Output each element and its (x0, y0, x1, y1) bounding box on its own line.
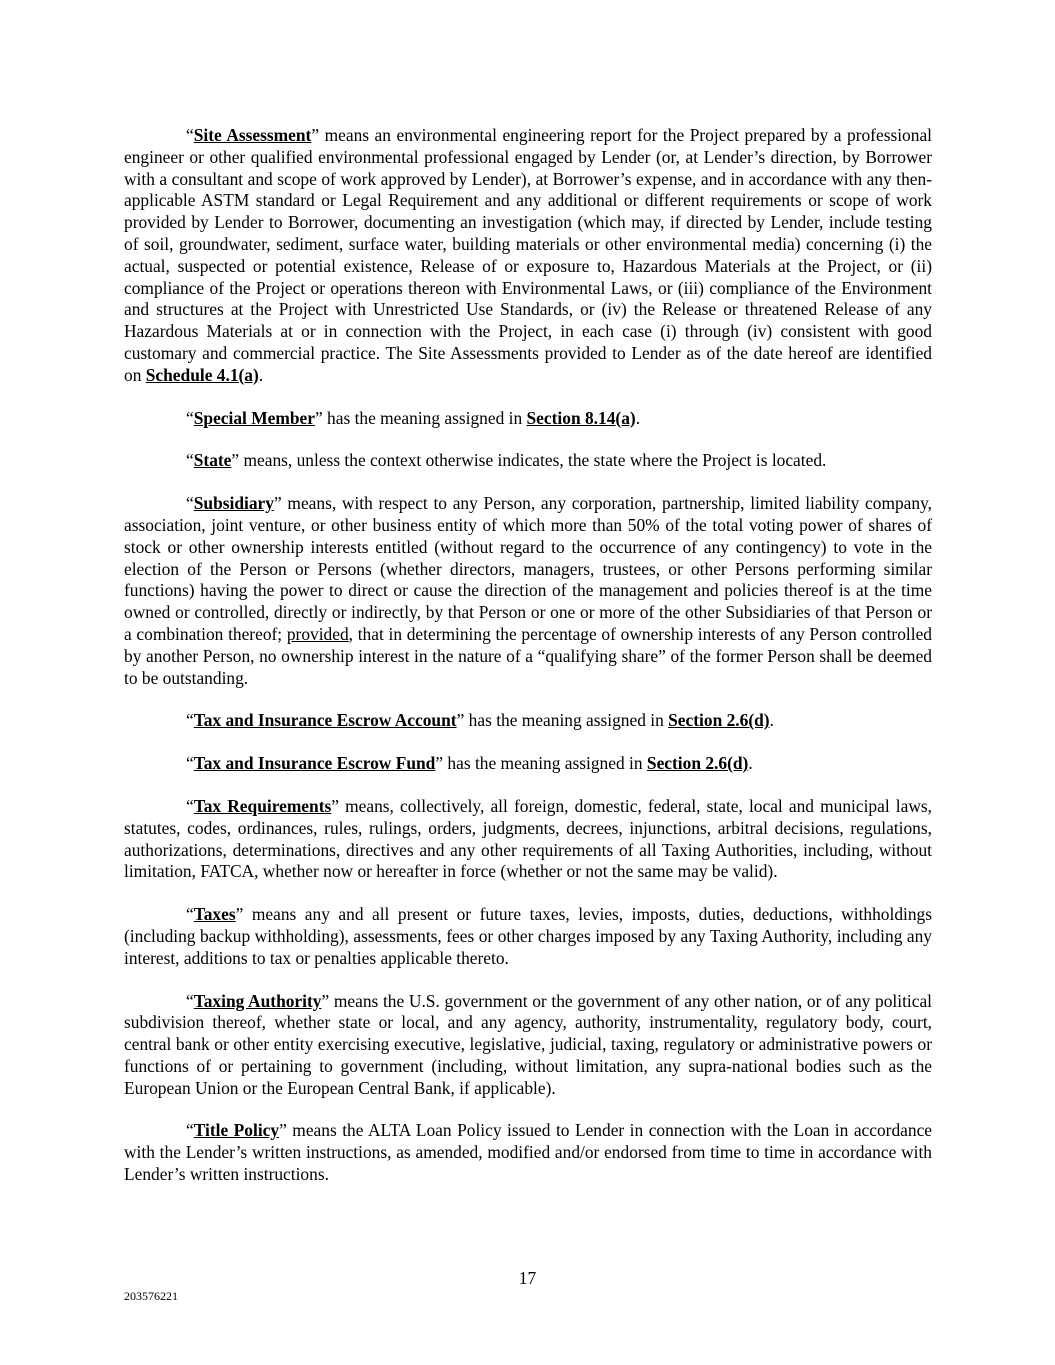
cross-reference: Section 8.14(a) (526, 407, 636, 428)
defined-term: Site Assessment (193, 125, 312, 145)
defined-term: Title Policy (193, 1120, 280, 1141)
defined-term: Subsidiary (193, 493, 274, 514)
underlined-word: provided (286, 623, 349, 644)
defined-term: Taxing Authority (193, 990, 322, 1011)
definition-taxing-authority: “Taxing Authority” means the U.S. government or the government of any other nation, or of any political subdivision thereof, whether state or local, and any agency, authority, instrumentality, regulatory body, court, central bank or other entity exercising executive, legislative, judicial, taxing, regulatory or administrative powers or functions of or pertaining to government (including, without limitation, any supra-national bodies such as the European Union or the European Central Bank, if applicable). (124, 990, 932, 1098)
defined-term: Taxes (193, 904, 236, 925)
cross-reference: Section 2.6(d) (646, 753, 749, 774)
definition-title-policy: “Title Policy” means the ALTA Loan Policy issued to Lender in connection with the Loan in accordance with the Lender’s written instructions, as amended, modified and/or endorsed from time to time in accordance with Lender’s written instructions. (124, 1120, 933, 1185)
definition-state: “State” means, unless the context otherwise indicates, the state where the Project is located. (186, 450, 827, 471)
definition-taxes: “Taxes” means any and all present or future taxes, levies, imposts, duties, deductions, withholdings (including backup withholding), assessments, fees or other charges imposed by any Taxing Authority, including any interest, additions to tax or penalties applicable thereto. (124, 904, 932, 968)
document-body (124, 125, 932, 1207)
document-id: 203576221 (124, 1289, 178, 1303)
page-number: 17 (518, 1268, 537, 1288)
defined-term: State (193, 450, 232, 471)
defined-term: Tax Requirements (193, 795, 332, 816)
defined-term: Tax and Insurance Escrow Fund (193, 753, 436, 774)
defined-term: Special Member (193, 407, 315, 428)
definition-tax-requirements: “Tax Requirements” means, collectively, all foreign, domestic, federal, state, local and municipal laws, statutes, codes, ordinances, rules, rulings, orders, judgments, decrees, injunctions, arbitral decisions, regulations, authorizations, determinations, directives and any other requirements of all Taxing Authorities, including, without limitation, FATCA, whether now or hereafter in force (whether or not the same may be valid). (124, 795, 932, 882)
definition-tax-insurance-escrow-fund: “Tax and Insurance Escrow Fund” has the meaning assigned in Section 2.6(d). (186, 753, 753, 774)
definition-special-member: “Special Member” has the meaning assigned in Section 8.14(a). (186, 407, 641, 428)
definition-subsidiary: “Subsidiary” means, with respect to any Person, any corporation, partnership, limited liability company, association, joint venture, or other business entity of which more than 50% of the total voting power of shares of stock or other ownership interests entitled (without regard to the occurrence of any contingency) to vote in the election of the Person or Persons (whether directors, managers, trustees, or other Persons performing similar functions) having the power to direct or cause the direction of the management and policies thereof is at the time owned or controlled, directly or indirectly, by that Person or one or more of the other Subsidiaries of that Person or a combination thereof; provided, that in determining the percentage of ownership interests of any Person controlled by another Person, no ownership interest in the nature of a “qualifying share” of the former Person shall be deemed to be outstanding. (124, 493, 932, 688)
definition-site-assessment: “Site Assessment” means an environmental engineering report for the Project prepared by a professional engineer or other qualified environmental professional engaged by Lender (or, at Lender’s direction, by Borrower with a consultant and scope of work approved by Lender), at Borrower’s expense, and in accordance with any then-applicable ASTM standard or Legal Requirement and any additional or different requirements or scope of work provided by Lender to Borrower, documenting an investigation (which may, if directed by Lender, include testing of soil, groundwater, sediment, surface water, building materials or other environmental media) concerning (i) the actual, suspected or potential existence, Release of or exposure to, Hazardous Materials at the Project, or (ii) compliance of the Project or operations thereon with Environmental Laws, or (iii) compliance of the Environment and structures at the Project with Unrestricted Use Standards, or (iv) the Release or threatened Release of any Hazardous Materials at or in connection with the Project, in each case (i) through (iv) consistent with good customary and commercial practice. The Site Assessments provided to Lender as of the date hereof are identified on Schedule 4.1(a). (124, 125, 933, 385)
definition-tax-insurance-escrow-account: “Tax and Insurance Escrow Account” has the meaning assigned in Section 2.6(d). (186, 710, 774, 731)
cross-reference: Section 2.6(d) (668, 710, 770, 731)
defined-term: Tax and Insurance Escrow Account (193, 710, 457, 731)
cross-reference: Schedule 4.1(a) (145, 364, 259, 385)
